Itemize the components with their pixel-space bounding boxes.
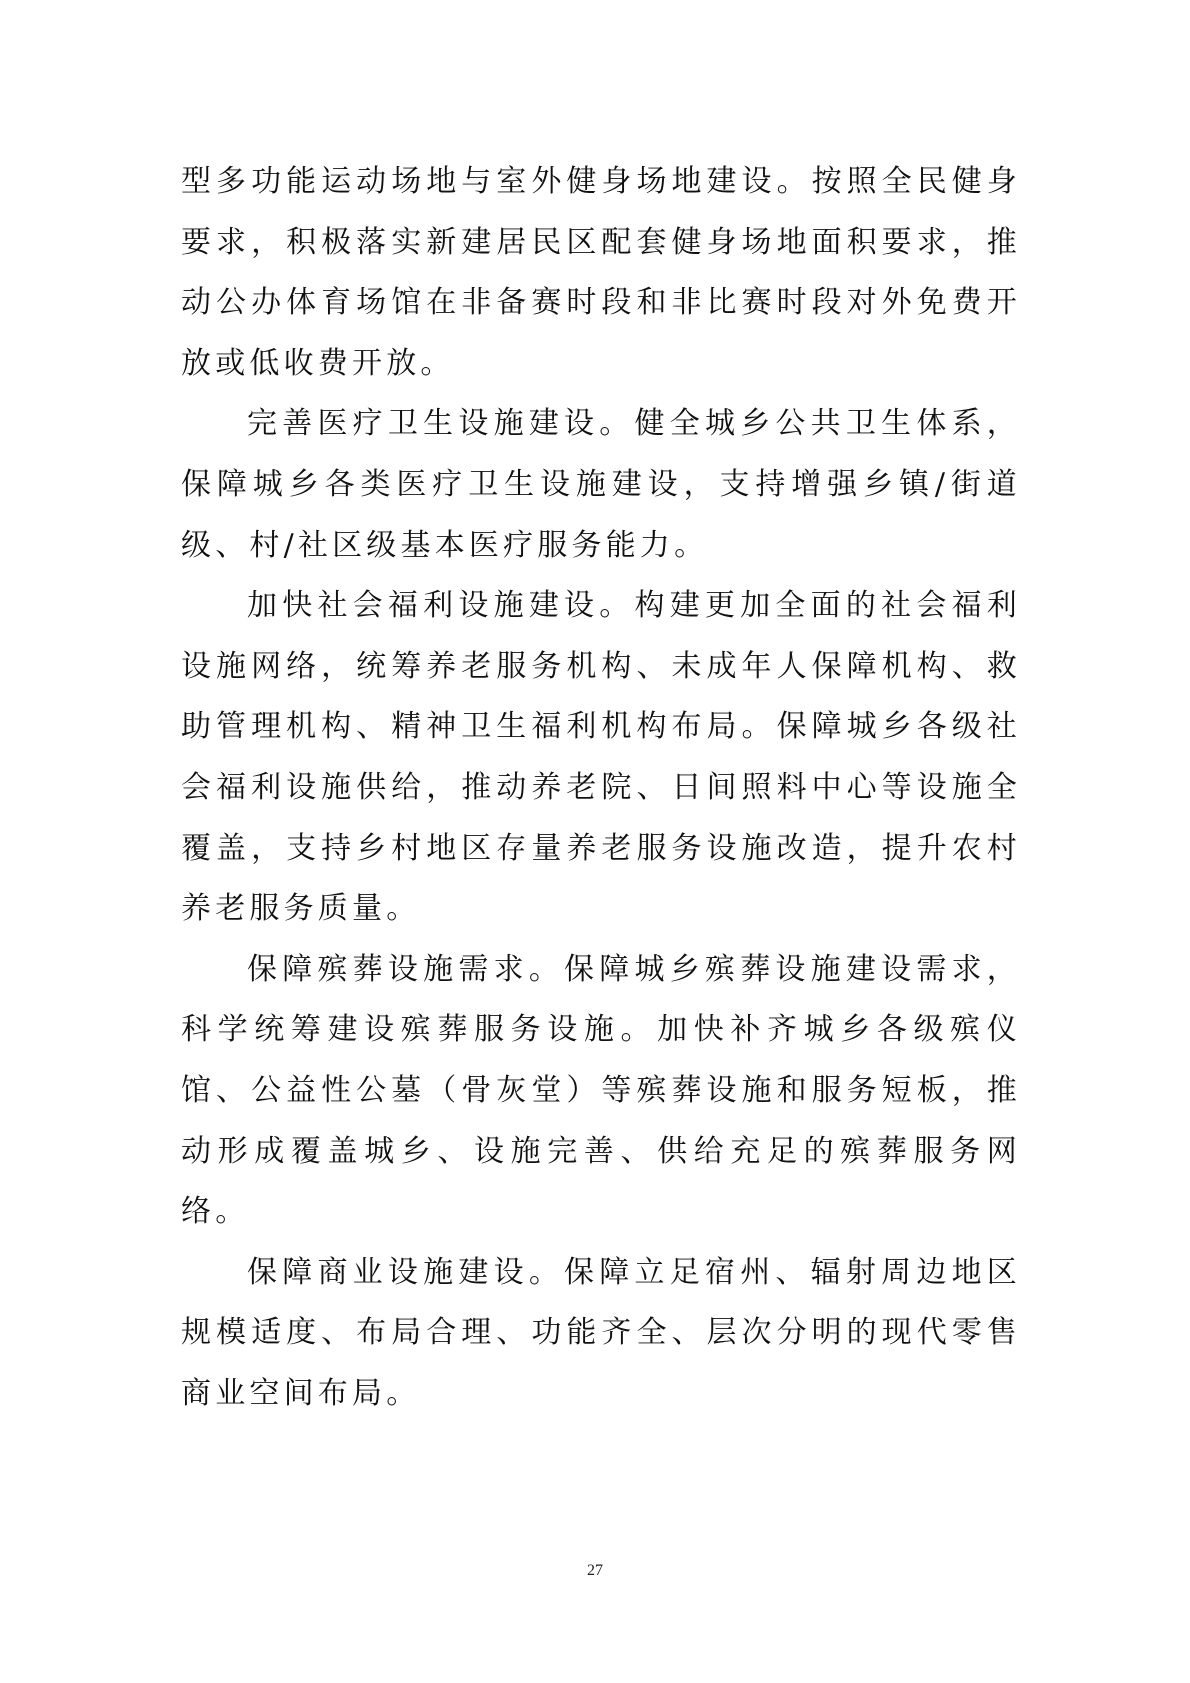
- paragraph-commercial-facilities: 保障商业设施建设。保障立足宿州、辐射周边地区规模适度、布局合理、功能齐全、层次分明的现代零售商业空间布局。: [181, 1254, 1021, 1411]
- paragraph-welfare-facilities: 加快社会福利设施建设。构建更加全面的社会福利设施网络，统筹养老服务机构、未成年人保障机构、救助管理机构、精神卫生福利机构布局。保障城乡各级社会福利设施供给，推动养老院、日间照料中心等设施全覆盖，支持乡村地区存量养老服务设施改造，提升农村养老服务质量。: [181, 588, 1021, 927]
- paragraph-medical-facilities: 完善医疗卫生设施建设。健全城乡公共卫生体系，保障城乡各类医疗卫生设施建设，支持增强乡镇/街道级、村/社区级基本医疗服务能力。: [181, 406, 1021, 563]
- paragraph-sports-facilities: 型多功能运动场地与室外健身场地建设。按照全民健身要求，积极落实新建居民区配套健身场地面积要求，推动公办体育场馆在非备赛时段和非比赛时段对外免费开放或低收费开放。: [181, 164, 1021, 381]
- body-text: [181, 152, 1021, 1424]
- paragraph-funeral-facilities: 保障殡葬设施需求。保障城乡殡葬设施建设需求，科学统筹建设殡葬服务设施。加快补齐城乡各级殡仪馆、公益性公墓（骨灰堂）等殡葬设施和服务短板，推动形成覆盖城乡、设施完善、供给充足的殡葬服务网络。: [181, 951, 1021, 1230]
- page-number: 27: [587, 1562, 603, 1579]
